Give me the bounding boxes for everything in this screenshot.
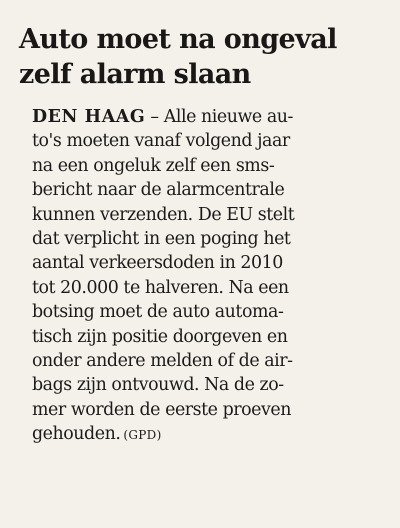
article-line: aantal verkeersdoden in 2010 xyxy=(32,253,283,274)
headline xyxy=(19,22,378,92)
article-line: to's moeten vanaf volgend jaar xyxy=(32,131,290,152)
article-line-text: gehouden. xyxy=(32,424,121,445)
article-line: onder andere melden of de air- xyxy=(32,351,293,372)
article-body xyxy=(19,105,378,448)
article-line xyxy=(32,422,378,447)
article-line: bericht naar de alarmcentrale xyxy=(32,180,285,201)
headline-line-2: zelf alarm slaan xyxy=(19,59,251,90)
article-line-text: – Alle nieuwe au- xyxy=(145,107,293,127)
article-line: kunnen verzenden. De EU stelt xyxy=(32,204,295,225)
article-line: tot 20.000 te halveren. Na een xyxy=(32,277,289,298)
article-line: botsing moet de auto automa- xyxy=(32,302,284,323)
article-line xyxy=(32,105,378,129)
article-line: dat verplicht in een poging het xyxy=(32,229,291,250)
dateline: DEN HAAG xyxy=(32,107,146,127)
article-line: mer worden de eerste proeven xyxy=(32,399,291,420)
article-line: bags zijn ontvouwd. Na de zo- xyxy=(32,375,284,396)
article-line: tisch zijn positie doorgeven en xyxy=(32,326,288,347)
headline-line-1: Auto moet na ongeval xyxy=(19,24,337,55)
article-line: na een ongeluk zelf een sms- xyxy=(32,155,275,176)
source-credit: (GPD) xyxy=(123,428,162,443)
